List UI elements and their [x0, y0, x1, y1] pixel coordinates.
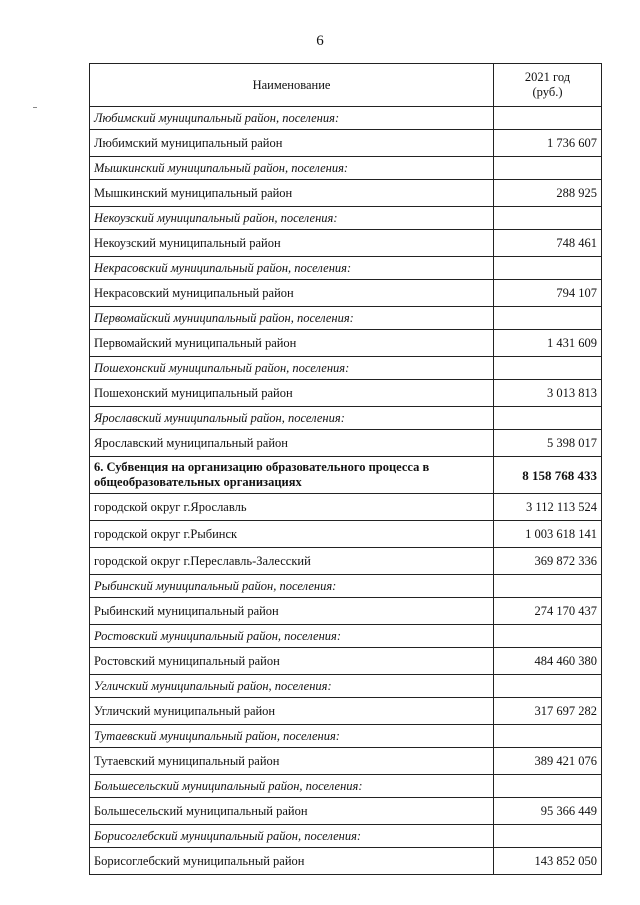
group-row [90, 825, 602, 848]
row-name: Большесельский муниципальный район [90, 798, 494, 825]
row-value [494, 407, 602, 430]
group-row [90, 675, 602, 698]
table-row [90, 798, 602, 825]
row-name: Ярославский муниципальный район [90, 430, 494, 457]
row-value [494, 257, 602, 280]
table-row [90, 848, 602, 875]
row-value [494, 107, 602, 130]
row-value: 95 366 449 [494, 798, 602, 825]
row-name: 6. Субвенция на организацию образовательного процесса в общеобразовательных организациях [90, 457, 494, 494]
row-name: Любимский муниципальный район [90, 130, 494, 157]
row-name: Ростовский муниципальный район [90, 648, 494, 675]
scan-mark [33, 107, 37, 108]
group-row [90, 207, 602, 230]
row-name: Мышкинский муниципальный район [90, 180, 494, 207]
row-value: 288 925 [494, 180, 602, 207]
table-row [90, 494, 602, 521]
group-row [90, 575, 602, 598]
row-value: 3 112 113 524 [494, 494, 602, 521]
row-name: Пошехонский муниципальный район [90, 380, 494, 407]
row-value [494, 825, 602, 848]
table-row [90, 230, 602, 257]
row-name: городской округ г.Ярославль [90, 494, 494, 521]
row-value: 8 158 768 433 [494, 457, 602, 494]
budget-table [89, 63, 602, 875]
row-value [494, 307, 602, 330]
table-row [90, 330, 602, 357]
row-value [494, 207, 602, 230]
row-value [494, 357, 602, 380]
group-row [90, 357, 602, 380]
table-row [90, 698, 602, 725]
group-label: Любимский муниципальный район, поселения: [90, 107, 494, 130]
group-row [90, 107, 602, 130]
row-value [494, 157, 602, 180]
group-row [90, 775, 602, 798]
group-label: Некрасовский муниципальный район, поселения: [90, 257, 494, 280]
table-row [90, 180, 602, 207]
row-value: 748 461 [494, 230, 602, 257]
group-row [90, 307, 602, 330]
page-number: 6 [316, 33, 324, 49]
group-row [90, 625, 602, 648]
row-name: городской округ г.Переславль-Залесский [90, 548, 494, 575]
row-value: 317 697 282 [494, 698, 602, 725]
table-row [90, 380, 602, 407]
row-value: 389 421 076 [494, 748, 602, 775]
row-value: 143 852 050 [494, 848, 602, 875]
section-row [90, 457, 602, 494]
group-label: Некоузский муниципальный район, поселения: [90, 207, 494, 230]
row-value: 3 013 813 [494, 380, 602, 407]
group-row [90, 725, 602, 748]
row-value [494, 675, 602, 698]
table-row [90, 521, 602, 548]
table-row [90, 430, 602, 457]
row-value [494, 725, 602, 748]
row-value: 484 460 380 [494, 648, 602, 675]
row-value: 1 003 618 141 [494, 521, 602, 548]
group-label: Большесельский муниципальный район, поселения: [90, 775, 494, 798]
header-year: 2021 год (руб.) [494, 64, 602, 107]
group-row [90, 407, 602, 430]
table-body [90, 107, 602, 875]
table-row [90, 748, 602, 775]
table-row [90, 598, 602, 625]
table-row [90, 280, 602, 307]
row-value: 1 736 607 [494, 130, 602, 157]
row-name: Некоузский муниципальный район [90, 230, 494, 257]
row-name: Борисоглебский муниципальный район [90, 848, 494, 875]
row-value [494, 625, 602, 648]
row-name: Первомайский муниципальный район [90, 330, 494, 357]
group-label: Мышкинский муниципальный район, поселения: [90, 157, 494, 180]
row-name: Угличский муниципальный район [90, 698, 494, 725]
row-value [494, 775, 602, 798]
group-label: Пошехонский муниципальный район, поселения: [90, 357, 494, 380]
row-value: 794 107 [494, 280, 602, 307]
row-value: 369 872 336 [494, 548, 602, 575]
table-header-row [90, 64, 602, 107]
row-value [494, 575, 602, 598]
table-row [90, 548, 602, 575]
group-label: Тутаевский муниципальный район, поселения: [90, 725, 494, 748]
table-row [90, 648, 602, 675]
group-row [90, 157, 602, 180]
row-name: Тутаевский муниципальный район [90, 748, 494, 775]
group-label: Борисоглебский муниципальный район, поселения: [90, 825, 494, 848]
row-value: 1 431 609 [494, 330, 602, 357]
table-row [90, 130, 602, 157]
header-name: Наименование [90, 64, 494, 107]
row-name: Некрасовский муниципальный район [90, 280, 494, 307]
row-name: Рыбинский муниципальный район [90, 598, 494, 625]
group-label: Ростовский муниципальный район, поселения: [90, 625, 494, 648]
group-row [90, 257, 602, 280]
group-label: Первомайский муниципальный район, поселения: [90, 307, 494, 330]
row-value: 5 398 017 [494, 430, 602, 457]
row-value: 274 170 437 [494, 598, 602, 625]
group-label: Ярославский муниципальный район, поселения: [90, 407, 494, 430]
group-label: Угличский муниципальный район, поселения: [90, 675, 494, 698]
group-label: Рыбинский муниципальный район, поселения: [90, 575, 494, 598]
row-name: городской округ г.Рыбинск [90, 521, 494, 548]
